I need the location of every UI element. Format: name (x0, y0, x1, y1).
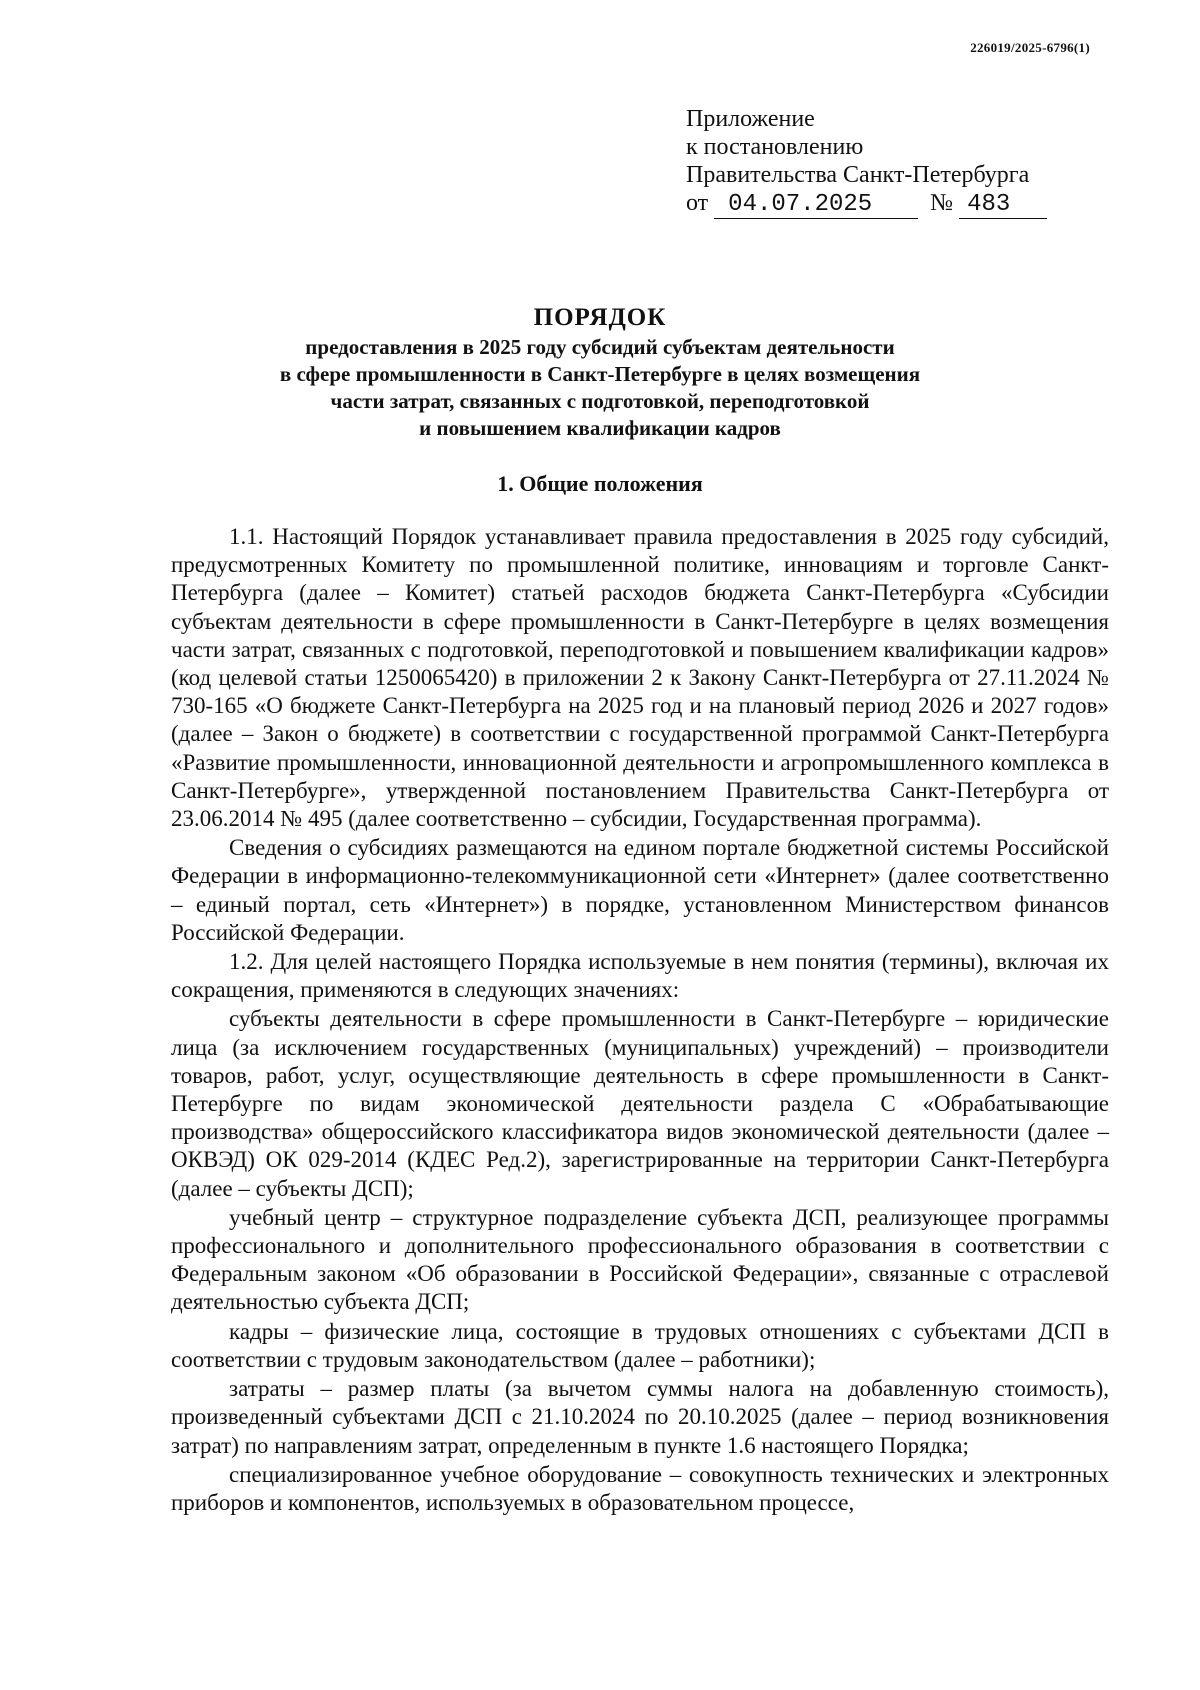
decree-date: 04.07.2025 (714, 192, 918, 219)
appendix-block (686, 105, 1047, 219)
title-sub-line-2: в сфере промышленности в Санкт-Петербурге в целях возмещения (279, 362, 921, 386)
definition-training-center: учебный центр – структурное подразделение субъекта ДСП, реализующее программы профессионального и дополнительного профессионального образования в соответствии с Федеральным законом «Об образовании в Российской Федерации», связанные с отраслевой деятельностью субъекта ДСП; (171, 1204, 1109, 1315)
paragraph-1-1: 1.1. Настоящий Порядок устанавливает правила предоставления в 2025 году субсидий, предусмотренных Комитету по промышленной политике, инновациям и торговле Санкт-Петербурга (далее – Комитет) статьей расходов бюджета Санкт-Петербурга «Субсидии субъектам деятельности в сфере промышленности в Санкт-Петербурге в целях возмещения части затрат, связанных с подготовкой, переподготовкой и повышением квалификации кадров» (код целевой статьи 1250065420) в приложении 2 к Закону Санкт-Петербурга от 27.11.2024 № 730-165 «О бюджете Санкт-Петербурга на 2025 год и на плановый период 2026 и 2027 годов» (далее – Закон о бюджете) в соответствии с государственной программой Санкт-Петербурга «Развитие промышленности, инновационной деятельности и агропромышленного комплекса в Санкт-Петербурге», утвержденной постановлением Правительства Санкт-Петербурга от 23.06.2014 № 495 (далее соответственно – субсидии, Государственная программа). (171, 524, 1109, 832)
section-heading: 1. Общие положения (497, 471, 703, 496)
appendix-line-2: к постановлению (686, 134, 864, 160)
appendix-line-3: Правительства Санкт-Петербурга (686, 162, 1030, 188)
paragraph-1-2: 1.2. Для целей настоящего Порядка используемые в нем понятия (термины), включая их сокращения, применяются в следующих значениях: (171, 949, 1109, 1003)
paragraph-info: Сведения о субсидиях размещаются на едином портале бюджетной системы Российской Федерации в информационно-телекоммуникационной сети «Интернет» (далее соответственно – единый портал, сеть «Интернет») в порядке, установленном Министерством финансов Российской Федерации. (171, 835, 1109, 945)
number-label: № (930, 190, 954, 216)
title-sub-line-3: части затрат, связанных с подготовкой, переподготовкой (330, 389, 870, 413)
definition-costs: затраты – размер платы (за вычетом суммы налога на добавленную стоимость), произведенный субъектами ДСП с 21.10.2024 по 20.10.2025 (далее – период возникновения затрат) по направлениям затрат, определенным в пункте 1.6 настоящего Порядка; (171, 1376, 1109, 1458)
document-title (0, 302, 1200, 442)
definition-equipment: специализированное учебное оборудование – совокупность технических и электронных приборов и компонентов, используемых в образовательном процессе, (171, 1461, 1109, 1515)
title-main: ПОРЯДОК (533, 304, 667, 331)
decree-number: 483 (959, 192, 1047, 219)
document-body (171, 523, 1109, 1518)
appendix-line-1: Приложение (686, 106, 815, 132)
title-sub-line-1: предоставления в 2025 году субсидий субъектам деятельности (305, 335, 895, 359)
title-sub-line-4: и повышением квалификации кадров (419, 416, 781, 440)
definition-staff: кадры – физические лица, состоящие в трудовых отношениях с субъектами ДСП в соответствии с трудовым законодательством (далее – работники); (171, 1318, 1109, 1372)
appendix-date-line (686, 189, 1047, 219)
from-label: от (686, 190, 709, 216)
registration-number: 226019/2025-6796(1) (970, 40, 1090, 55)
definition-subjects: субъекты деятельности в сфере промышленности в Санкт-Петербурге – юридические лица (за исключением государственных (муниципальных) учреждений) – производители товаров, работ, услуг, осуществляющие деятельность в сфере промышленности в Санкт-Петербурге по видам экономической деятельности раздела С «Обрабатывающие производства» общероссийского классификатора видов экономической деятельности (далее – ОКВЭД) ОК 029-2014 (КДЕС Ред.2), зарегистрированные на территории Санкт-Петербурга (далее – субъекты ДСП); (171, 1006, 1109, 1201)
